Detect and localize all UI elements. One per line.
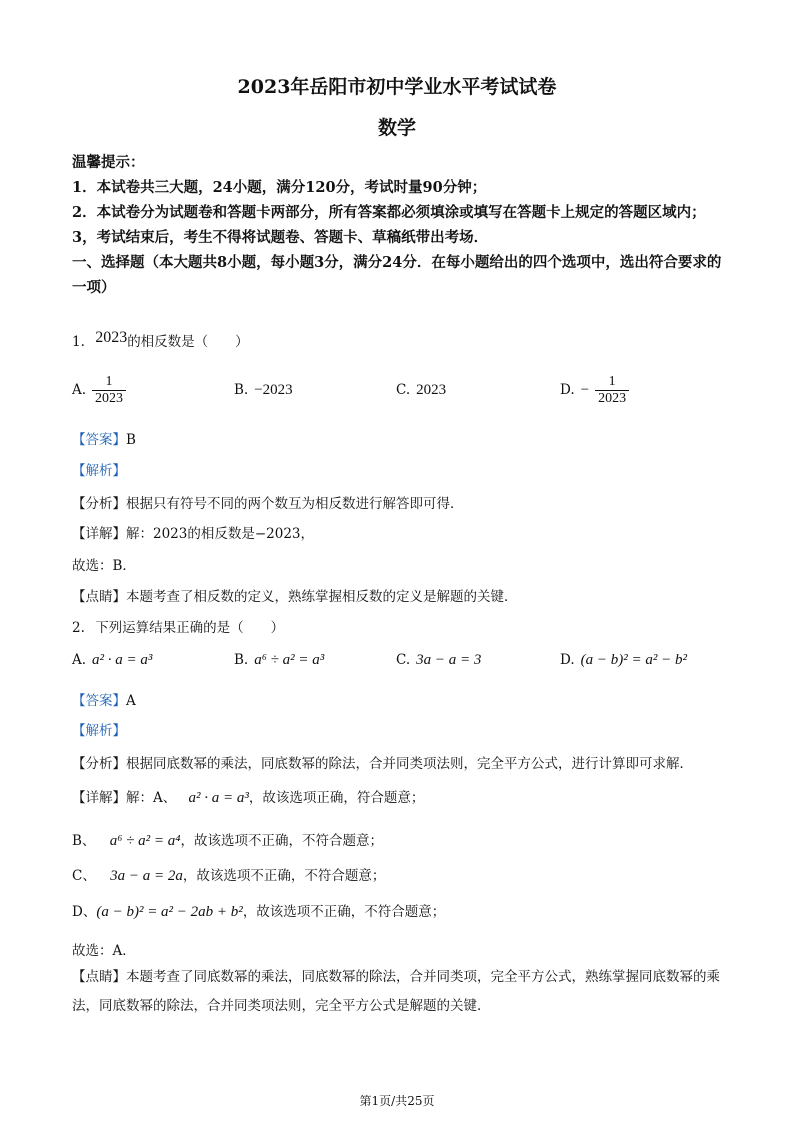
q2-fenxi-tag: 【分析】 — [72, 756, 126, 772]
q1-option-a-num: 1 — [105, 373, 113, 389]
q1-fenxi-tag: 【分析】 — [72, 496, 126, 512]
q2-detail-c — [72, 864, 732, 885]
q2-answer-value: A — [126, 693, 136, 709]
q1-answer-value: B — [126, 432, 136, 448]
q2-detail-b-prefix: B、 — [72, 833, 96, 849]
q1-comment-text: 本题考查了相反数的定义，熟练掌握相反数的定义是解题的关键． — [126, 589, 518, 605]
q1-option-a-fraction — [92, 374, 126, 407]
page-footer: 第1页/共25页 — [359, 1094, 435, 1108]
q1-comment — [72, 585, 732, 605]
q2-option-a — [72, 640, 152, 680]
q1-fenxi — [72, 492, 732, 512]
q2-detail-a-expr: a² · a = a³ — [188, 790, 249, 806]
q2-fenxi-text: 根据同底数幂的乘法，同底数幂的除法，合并同类项法则，完全平方公式，进行计算即可求解． — [126, 756, 693, 772]
q1-option-a — [72, 370, 126, 410]
q2-detail-a-suffix: ，故该选项正确，符合题意； — [248, 790, 425, 806]
q2-analysis-tag: 【解析】 — [72, 723, 126, 739]
q2-comment-tag: 【点睛】 — [72, 969, 126, 985]
q2-detail-b — [72, 829, 732, 850]
q2-option-c — [396, 640, 481, 680]
q1-option-b-text: −2023 — [254, 381, 293, 398]
q2-comment — [72, 963, 727, 1021]
q1-detail — [72, 522, 732, 542]
q1-option-c-text: 2023 — [416, 381, 447, 398]
tips-block — [72, 150, 727, 300]
q1-value: 2023 — [95, 329, 128, 346]
tips-heading: 温馨提示： — [72, 154, 145, 171]
q1-detail-tag: 【详解】 — [72, 526, 126, 542]
q2-detail-d-suffix: ，故该选项不正确，不符合题意； — [242, 904, 446, 920]
q2-answer-tag: 【答案】 — [72, 693, 126, 709]
q1-option-d-label: D. — [560, 382, 575, 398]
q2-stem-text: 下列运算结果正确的是（ ） — [95, 620, 285, 636]
q1-option-d-num: 1 — [608, 373, 616, 389]
q1-option-b-label: B. — [234, 382, 249, 398]
q2-fenxi — [72, 752, 732, 772]
tips-item-1: 1．本试卷共三大题，24小题，满分120分，考试时量90分钟； — [72, 179, 487, 196]
q1-detail-text: 解：2023的相反数是−2023， — [126, 526, 315, 542]
q1-analysis-tag: 【解析】 — [72, 463, 126, 479]
q2-detail-d-expr: (a − b)² = a² − 2ab + b² — [96, 904, 243, 920]
q2-detail-d — [72, 900, 732, 921]
q1-analysis — [72, 459, 732, 479]
q2-option-d-expr: (a − b)² = a² − b² — [580, 651, 687, 668]
q1-option-d-den: 2023 — [595, 390, 629, 407]
q1-stem-text: 的相反数是（ ） — [127, 334, 249, 350]
q2-option-b-expr: a⁶ ÷ a² = a³ — [254, 651, 325, 668]
tips-item-2: 2．本试卷分为试题卷和答题卡两部分，所有答案都必须填涂或填写在答题卡上规定的答题区域内； — [72, 204, 706, 221]
q2-detail-b-suffix: ，故该选项不正确，不符合题意； — [180, 833, 383, 849]
q1-option-a-label: A. — [72, 382, 87, 398]
q2-analysis — [72, 719, 732, 739]
q2-detail-a — [72, 786, 732, 807]
q2-option-c-expr: 3a − a = 3 — [416, 651, 482, 668]
q2-stem — [72, 616, 732, 636]
q2-option-c-label: C. — [396, 652, 411, 668]
q1-answer — [72, 428, 732, 448]
q1-fenxi-text: 根据只有符号不同的两个数互为相反数进行解答即可得． — [126, 496, 464, 512]
page-subtitle: 数学 — [377, 117, 416, 139]
q1-option-a-den: 2023 — [92, 390, 126, 407]
tips-item-3: 3，考试结束后，考生不得将试题卷、答题卡、草稿纸带出考场． — [72, 229, 489, 246]
q2-option-b — [234, 640, 324, 680]
q2-detail-c-prefix: C、 — [72, 868, 96, 884]
q1-option-d-fraction — [595, 374, 629, 407]
q1-comment-tag: 【点睛】 — [72, 589, 126, 605]
q1-option-b — [234, 370, 293, 410]
q2-option-a-label: A. — [72, 652, 87, 668]
q2-option-d-label: D. — [560, 652, 575, 668]
q2-options — [72, 640, 732, 680]
q1-option-c-label: C. — [396, 382, 411, 398]
q1-options — [72, 370, 732, 410]
q1-number: 1. — [72, 334, 85, 350]
q2-detail-b-expr: a⁶ ÷ a² = a⁴ — [109, 833, 181, 849]
q2-option-d — [560, 640, 687, 680]
page-title: 2023年岳阳市初中学业水平考试试卷 — [237, 76, 557, 98]
q2-option-a-expr: a² · a = a³ — [92, 651, 153, 668]
section-heading: 一、选择题（本大题共8小题，每小题3分，满分24分．在每小题给出的四个选项中，选出符合要求的一项） — [72, 254, 722, 296]
q2-comment-text: 本题考查了同底数幂的乘法，同底数幂的除法，合并同类项，完全平方公式，熟练掌握同底数幂的乘法，同底数幂的除法，合并同类项法则，完全平方公式是解题的关键． — [72, 969, 720, 1014]
q2-detail-d-prefix: D、 — [72, 904, 97, 920]
q1-stem — [72, 330, 732, 351]
q2-detail-c-suffix: ，故该选项不正确，不符合题意； — [182, 868, 386, 884]
q1-option-c — [396, 370, 446, 410]
q2-answer — [72, 689, 732, 709]
q1-choose: 故选：B． — [72, 558, 136, 574]
q1-answer-tag: 【答案】 — [72, 432, 126, 448]
q2-detail-c-expr: 3a − a = 2a — [110, 868, 183, 884]
q1-option-d — [560, 370, 629, 410]
q2-option-b-label: B. — [234, 652, 249, 668]
q2-choose: 故选：A． — [72, 943, 136, 959]
q2-detail-tag: 【详解】 — [72, 790, 126, 806]
q1-option-d-sign: − — [580, 381, 590, 398]
q2-detail-a-prefix: 解：A、 — [126, 790, 177, 806]
q2-number: 2. — [72, 620, 85, 636]
